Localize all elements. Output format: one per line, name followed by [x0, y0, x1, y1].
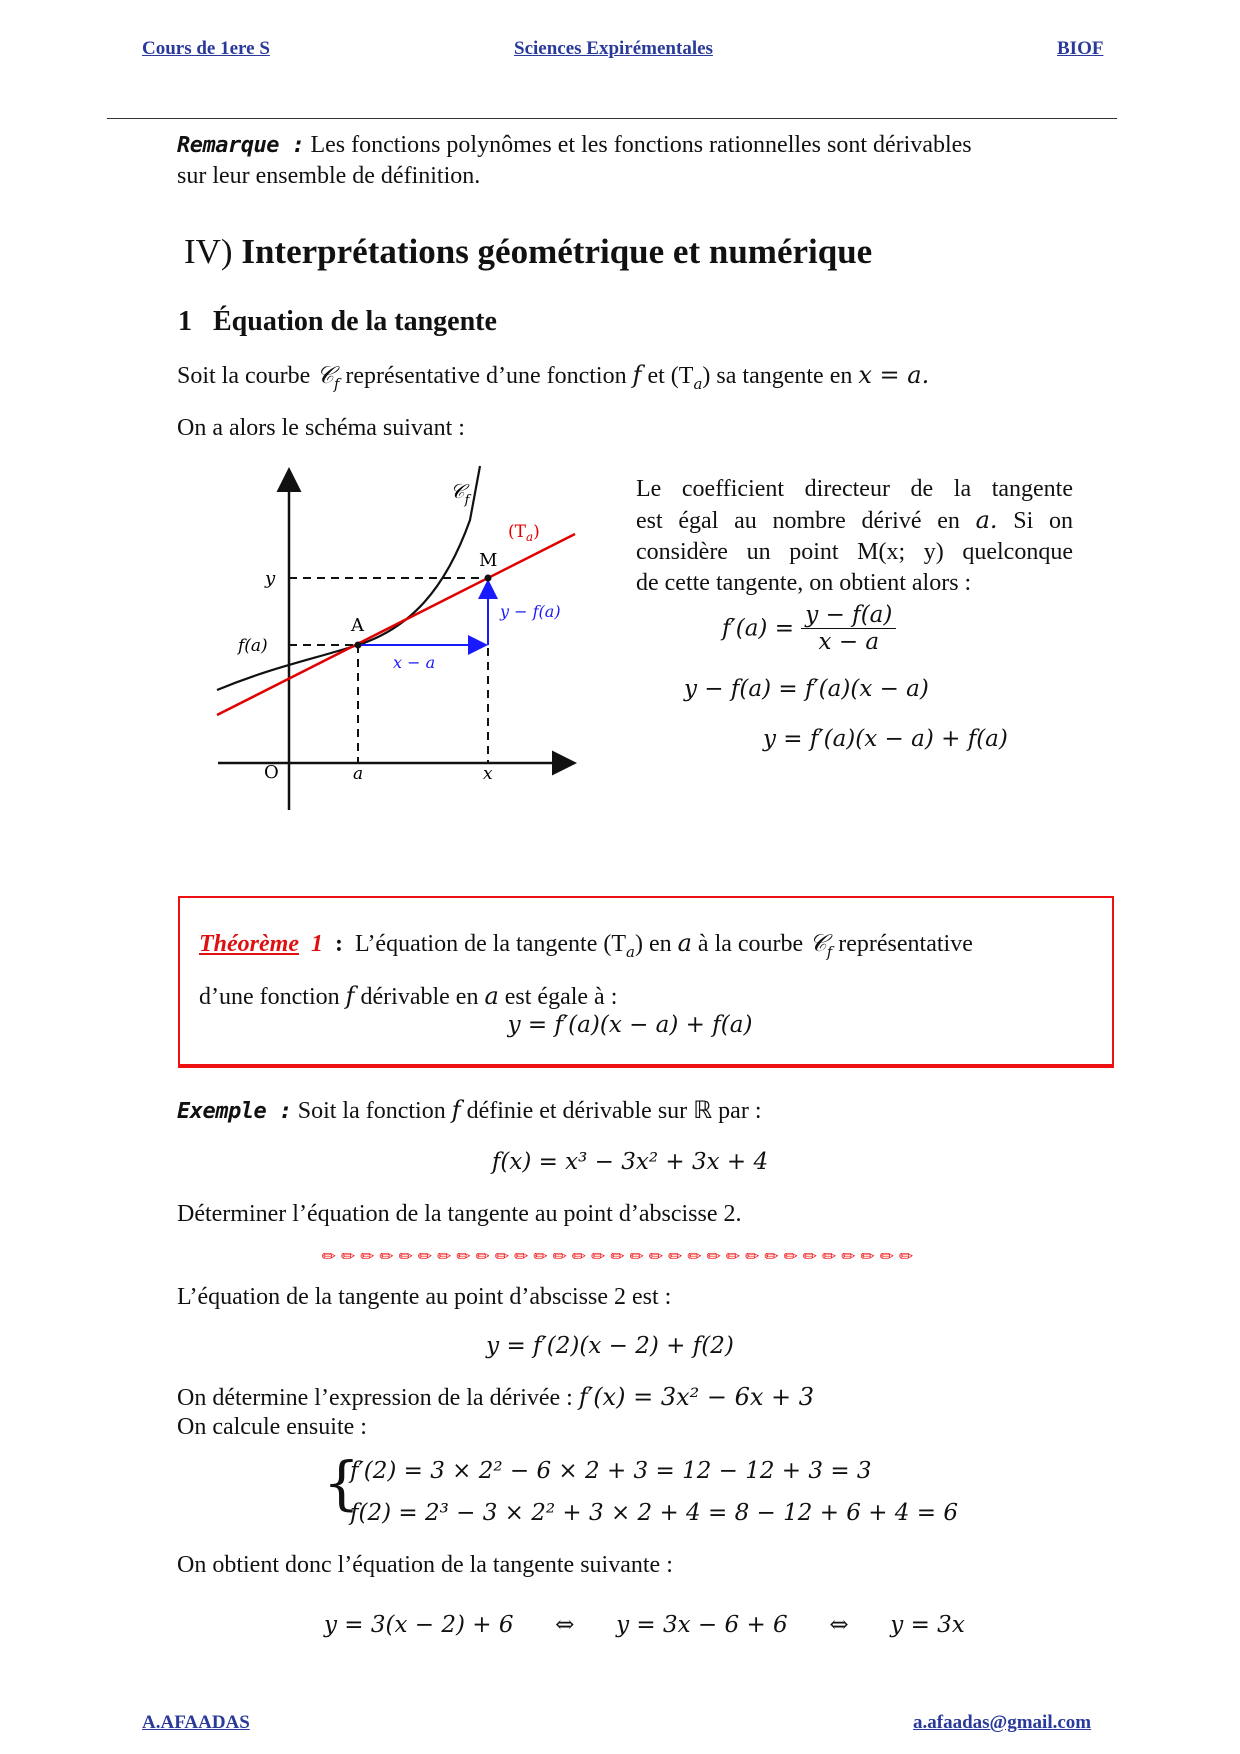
side-text	[636, 474, 1073, 599]
exemple-intro: Exemple : Soit la fonction f définie et dérivable sur ℝ par :	[177, 1096, 762, 1124]
cf-sub: f	[333, 374, 340, 393]
tick-a: a	[353, 764, 364, 784]
subsection-number: 1	[178, 306, 192, 337]
cf-symbol: 𝒞	[316, 361, 334, 389]
theorem-formula: y = f′(a)(x − a) + f(a)	[507, 1012, 753, 1038]
intro-text-b: représentative d’une fonction	[345, 363, 627, 389]
remarque-line1: Les fonctions polynômes et les fonctions rationnelles sont dérivables	[310, 132, 972, 158]
side-line3: considère un point M(x; y) quelconque	[636, 539, 1073, 565]
side-eq2: y − f(a) = f′(a)(x − a)	[684, 676, 929, 702]
theorem-number: 1	[310, 931, 323, 957]
thm-l2c: est égale à :	[504, 983, 618, 1010]
delta-y-label: y − f(a)	[500, 602, 561, 621]
thm-l1a: L’équation de la tangente (T	[354, 931, 626, 957]
footer-author: A.AFAADAS	[142, 1712, 250, 1733]
iff-1: ⇔	[555, 1612, 575, 1638]
thm-l2a: d’une fonction	[199, 983, 340, 1010]
side-eq1: f′(a) = $\frac{y - f(a)}{x - a}$	[722, 602, 896, 655]
solution-line2: On détermine l’expression de la dérivée : f′(x) = 3x² − 6x + 3	[177, 1383, 815, 1411]
delta-x-label: x − a	[393, 653, 436, 672]
system-eq1: f′(2) = 3 × 2² − 6 × 2 + 3 = 12 − 12 + 3 = 3	[350, 1458, 872, 1484]
solution-line3: On calcule ensuite :	[177, 1414, 367, 1440]
thm-l1d: représentative	[838, 931, 973, 957]
subsection-text: Équation de la tangente	[213, 306, 497, 337]
final-eq2: y = 3x − 6 + 6	[616, 1612, 788, 1638]
theorem-text: Théorème 1 : L’équation de la tangente $(T_a)$ en a à la courbe 𝒞$_f$ représentative d’une fonction f dérivable en a est égale à :	[199, 929, 973, 1010]
intro-text-a: Soit la courbe	[177, 363, 311, 389]
intro-eq: x = a.	[858, 361, 930, 389]
solution-formula1: y = f′(2)(x − 2) + f(2)	[486, 1333, 734, 1359]
thm-l2b: dérivable en	[360, 983, 479, 1010]
header-course: Cours de 1ere S	[142, 38, 270, 59]
tangent-label: $(T_a)$	[508, 522, 540, 544]
intro-text-c: et (T	[647, 363, 694, 389]
side-eq3: y = f′(a)(x − a) + f(a)	[763, 726, 1008, 752]
exemple-function: f(x) = x³ − 3x² + 3x + 4	[491, 1149, 769, 1175]
iff-2: ⇔	[829, 1612, 849, 1638]
tick-x: x	[483, 764, 493, 784]
theorem-colon: :	[334, 931, 343, 957]
side-line2: est égal au nombre dérivé en a. Si on	[636, 506, 1074, 534]
theorem-title: Théorème	[199, 931, 299, 957]
label-origin: O	[264, 762, 279, 783]
point-m-dot	[485, 575, 492, 582]
final-eq1: y = 3(x − 2) + 6	[324, 1612, 514, 1638]
section-title	[184, 232, 872, 272]
intro-line2: On a alors le schéma suivant :	[177, 414, 465, 441]
thm-l1c: à la courbe	[697, 931, 804, 957]
header-stream: Sciences Expirémentales	[514, 38, 713, 59]
remarque-label: Remarque :	[177, 133, 305, 158]
header-rule	[107, 118, 1117, 119]
system-eq2: f(2) = 2³ − 3 × 2² + 3 × 2 + 4 = 8 − 12 + 6 + 4 = 6	[350, 1500, 958, 1526]
exemple-label: Exemple :	[177, 1099, 292, 1124]
final-eq3: y = 3x	[890, 1612, 965, 1638]
tick-fa: f(a)	[238, 636, 268, 656]
tangent-line	[217, 534, 575, 715]
final-equations	[324, 1612, 965, 1638]
remarque	[177, 130, 1077, 192]
subsection-title	[178, 306, 497, 338]
point-a-dot	[355, 642, 362, 649]
header-biof: BIOF	[1057, 38, 1104, 59]
thm-l1b: ) en	[634, 931, 672, 957]
section-text: Interprétations géométrique et numérique	[241, 232, 873, 271]
section-number: IV)	[184, 232, 233, 271]
tangent-figure	[200, 460, 600, 820]
exemple-task: Déterminer l’équation de la tangente au point d’abscisse 2.	[177, 1201, 742, 1227]
pencil-separator: ✏✏✏✏✏✏✏✏✏✏✏✏✏✏✏✏✏✏✏✏✏✏✏✏✏✏✏✏✏✏✏	[321, 1247, 919, 1267]
intro	[177, 353, 1097, 450]
label-a: A	[351, 615, 364, 636]
remarque-line2: sur leur ensemble de définition.	[177, 163, 481, 189]
tick-y: y	[265, 568, 276, 589]
ta-sub: a	[693, 374, 703, 393]
system-brace: {	[323, 1449, 360, 1517]
solution-line4: On obtient donc l’équation de la tangente suivante :	[177, 1552, 673, 1578]
footer-email[interactable]: a.afaadas@gmail.com	[913, 1712, 1092, 1733]
label-m: M	[479, 550, 498, 571]
intro-f: f	[632, 361, 642, 389]
side-line4: de cette tangente, on obtient alors :	[636, 570, 972, 596]
solution-line1: L’équation de la tangente au point d’abscisse 2 est :	[177, 1284, 672, 1310]
side-line1: Le coefficient directeur de la tangente	[636, 476, 1073, 502]
intro-text-d: ) sa tangente en	[702, 363, 853, 389]
curve-label: 𝒞$_f$	[450, 479, 470, 508]
